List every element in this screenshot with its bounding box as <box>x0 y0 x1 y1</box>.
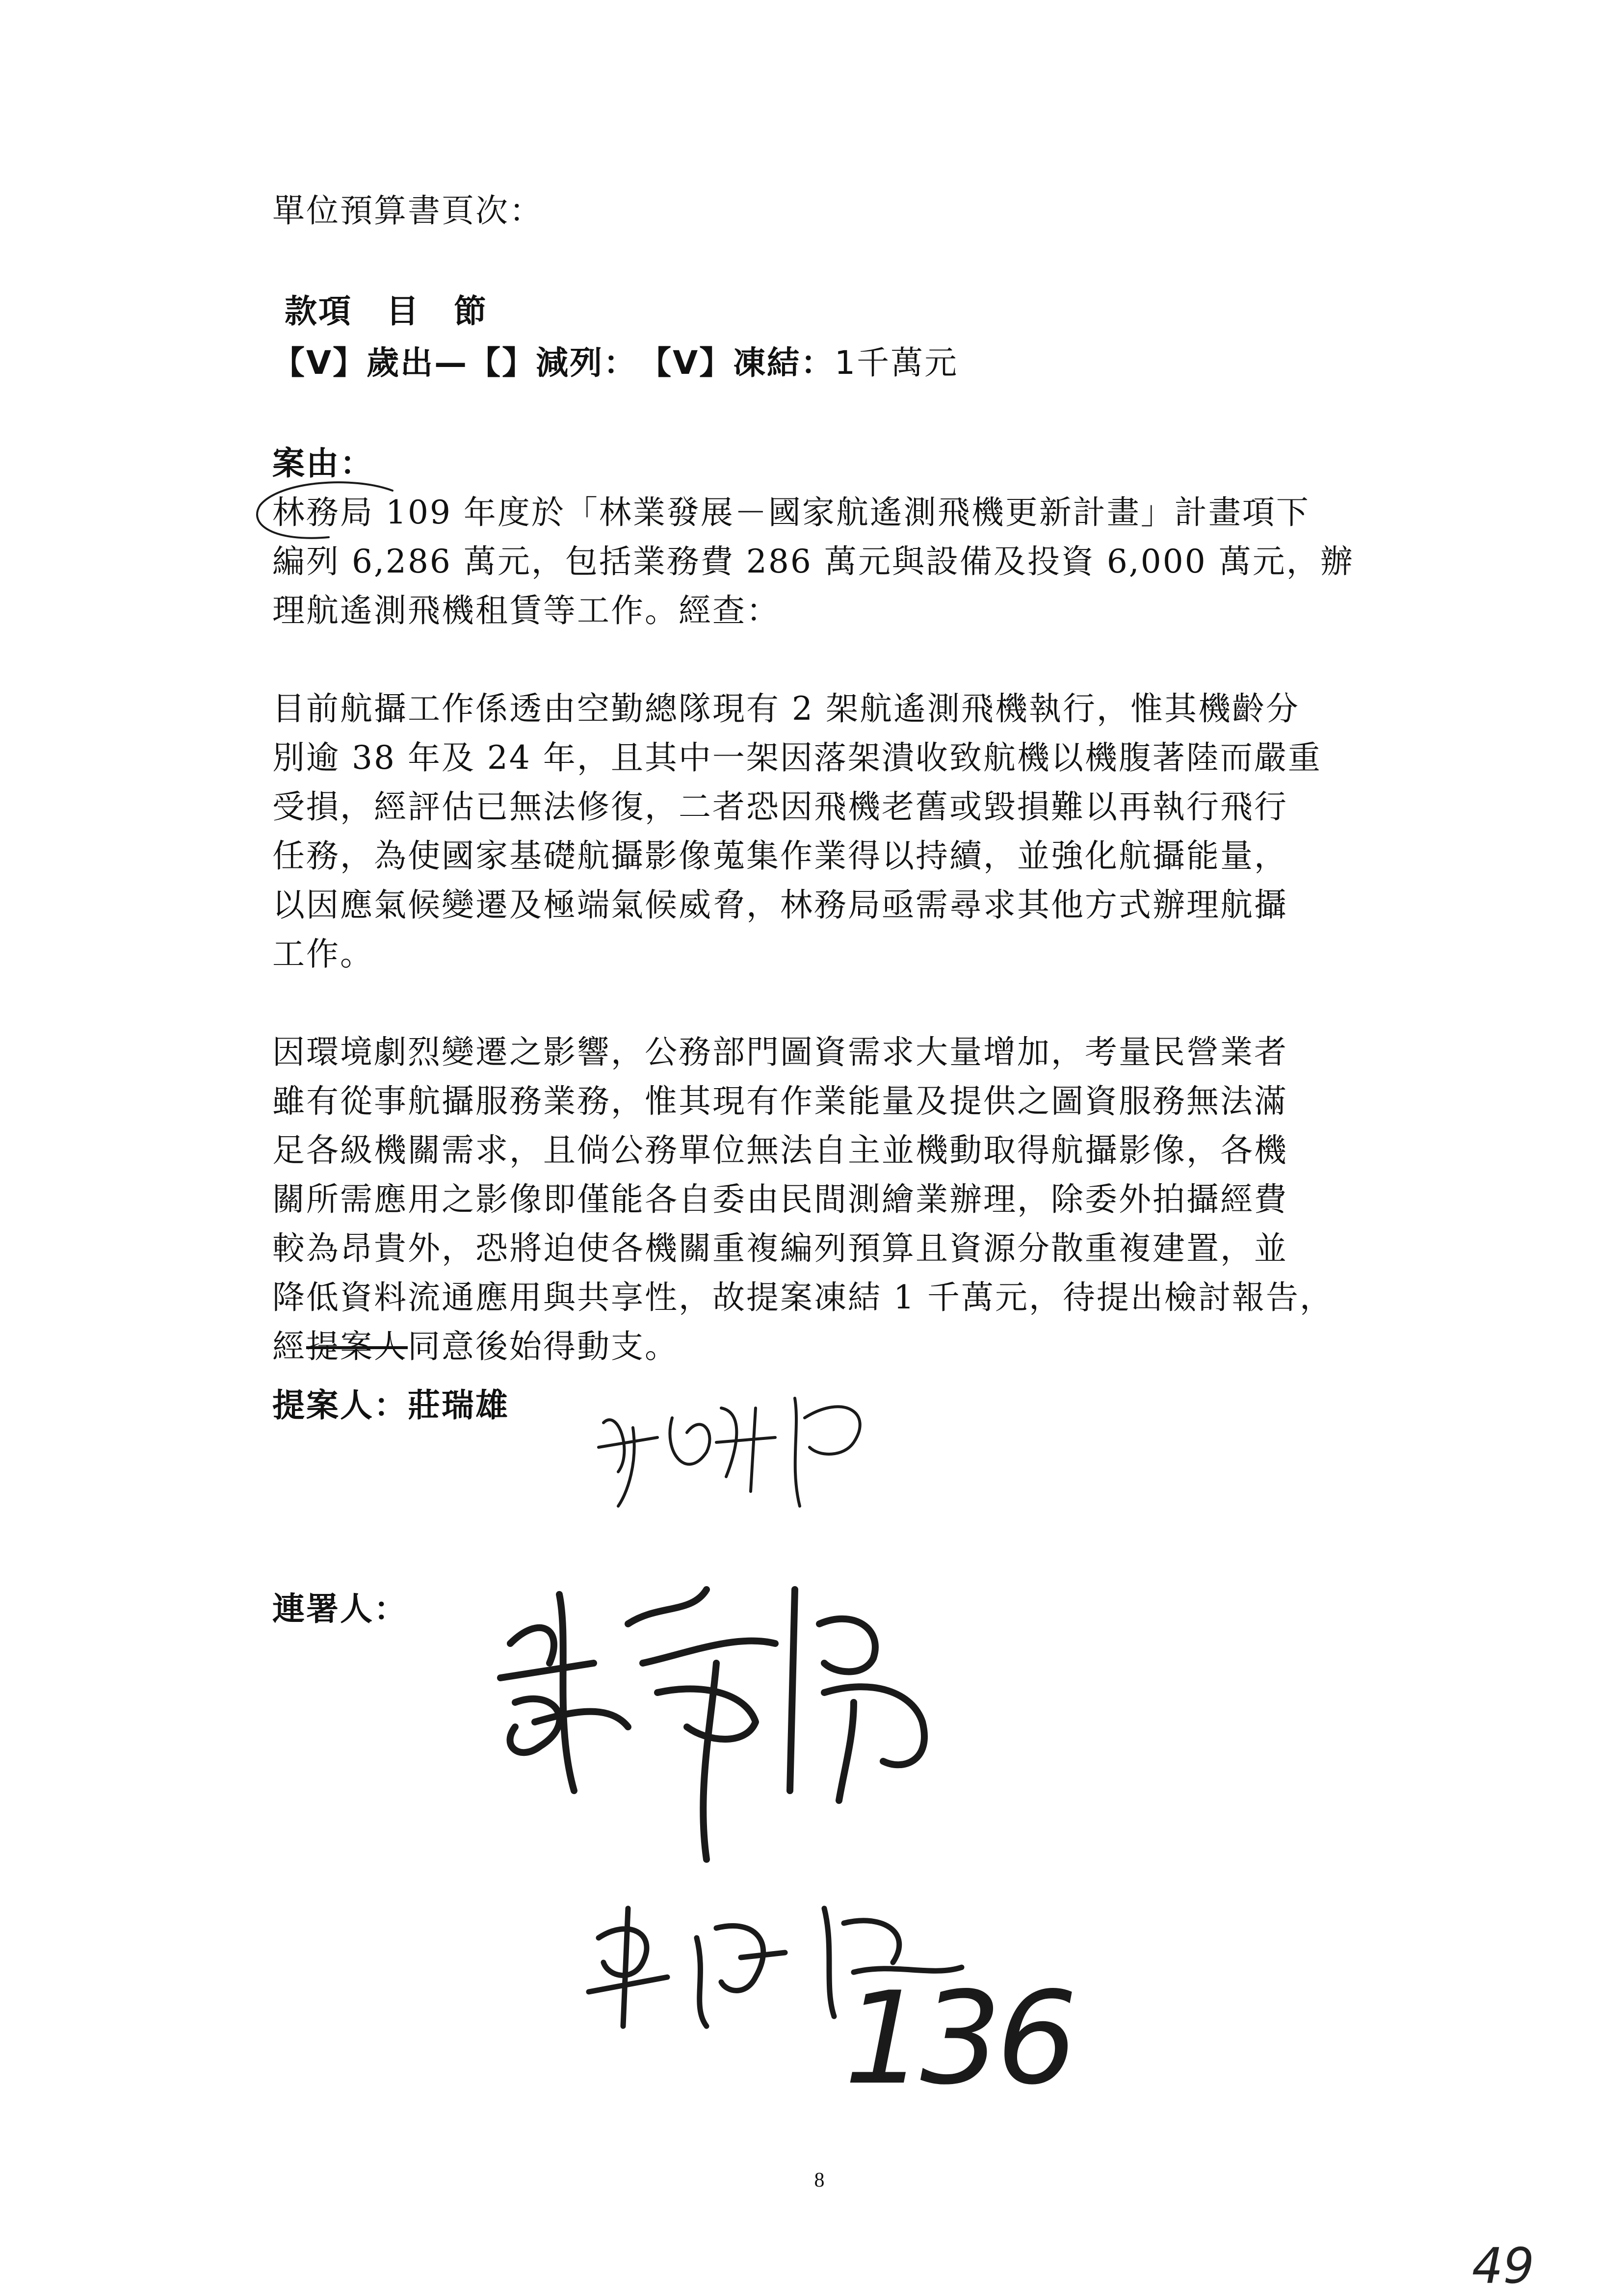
proposer-name: 莊瑞雄 <box>408 1386 509 1424</box>
last-line-suffix: 同意後始得動支。 <box>408 1328 679 1365</box>
case-p3-line-3: 足各級機關需求，且倘公務單位無法自主並機動取得航攝影像，各機 <box>272 1131 1288 1169</box>
cosigner-signature <box>481 1516 996 1894</box>
case-p1-line-1: 林務局 109 年度於「林業發展－國家航遙測飛機更新計畫」計畫項下 <box>272 494 1310 531</box>
case-p2-line-5: 以因應氣候變遷及極端氣候威脅，林務局亟需尋求其他方式辦理航攝 <box>272 886 1288 924</box>
budget-action-items: 【V】歲出—【】減列： 【V】凍結： <box>272 344 835 382</box>
case-p2-line-2: 別逾 38 年及 24 年，且其中一架因落架潰收致航機以機腹著陸而嚴重 <box>272 739 1322 777</box>
freeze-amount: 1千萬元 <box>835 344 959 382</box>
case-p2-line-1: 目前航攝工作係透由空勤總隊現有 2 架航遙測飛機執行，惟其機齡分 <box>272 690 1300 728</box>
proposer-signature <box>589 1379 893 1521</box>
cosigner-label: 連署人： <box>272 1590 408 1628</box>
case-p2-line-3: 受損，經評估已無法修復，二者恐因飛機老舊或毀損難以再執行飛行 <box>272 788 1288 826</box>
case-p3-line-6: 降低資料流通應用與共享性，故提案凍結 1 千萬元，待提出檢討報告， <box>272 1278 1334 1316</box>
struck-proposer-text: 提案人 <box>306 1328 408 1365</box>
case-p2-line-4: 任務，為使國家基礎航攝影像蒐集作業得以持續，並強化航攝能量， <box>272 837 1288 875</box>
budget-action-line <box>272 339 1420 388</box>
page-number: 8 <box>814 2169 825 2192</box>
handwritten-number: 136 <box>844 1965 1073 2113</box>
budget-page-ref: 單位預算書頁次： <box>272 192 543 230</box>
kuanxiang-label: 款項 目 節 <box>285 292 488 330</box>
proposer-label: 提案人： <box>272 1386 408 1424</box>
case-p2-line-6: 工作。 <box>272 935 374 973</box>
case-title: 案由： <box>272 444 374 482</box>
case-p3-line-2: 雖有從事航攝服務業務，惟其現有作業能量及提供之圖資服務無法滿 <box>272 1082 1288 1120</box>
case-p1-line-3: 理航遙測飛機租賃等工作。經查： <box>272 592 780 629</box>
corner-page-mark: 49 <box>1472 2237 1535 2295</box>
case-p3-line-7 <box>272 1322 1420 1371</box>
case-p1-line-2: 編列 6,286 萬元，包括業務費 286 萬元與設備及投資 6,000 萬元，辦 <box>272 543 1354 580</box>
last-line-prefix: 經 <box>272 1328 306 1365</box>
case-p3-line-1: 因環境劇烈變遷之影響，公務部門圖資需求大量增加，考量民營業者 <box>272 1033 1288 1071</box>
case-p3-line-5: 較為昂貴外，恐將迫使各機關重複編列預算且資源分散重複建置，並 <box>272 1229 1288 1267</box>
case-p3-line-4: 關所需應用之影像即僅能各自委由民間測繪業辦理，除委外拍攝經費 <box>272 1180 1288 1218</box>
